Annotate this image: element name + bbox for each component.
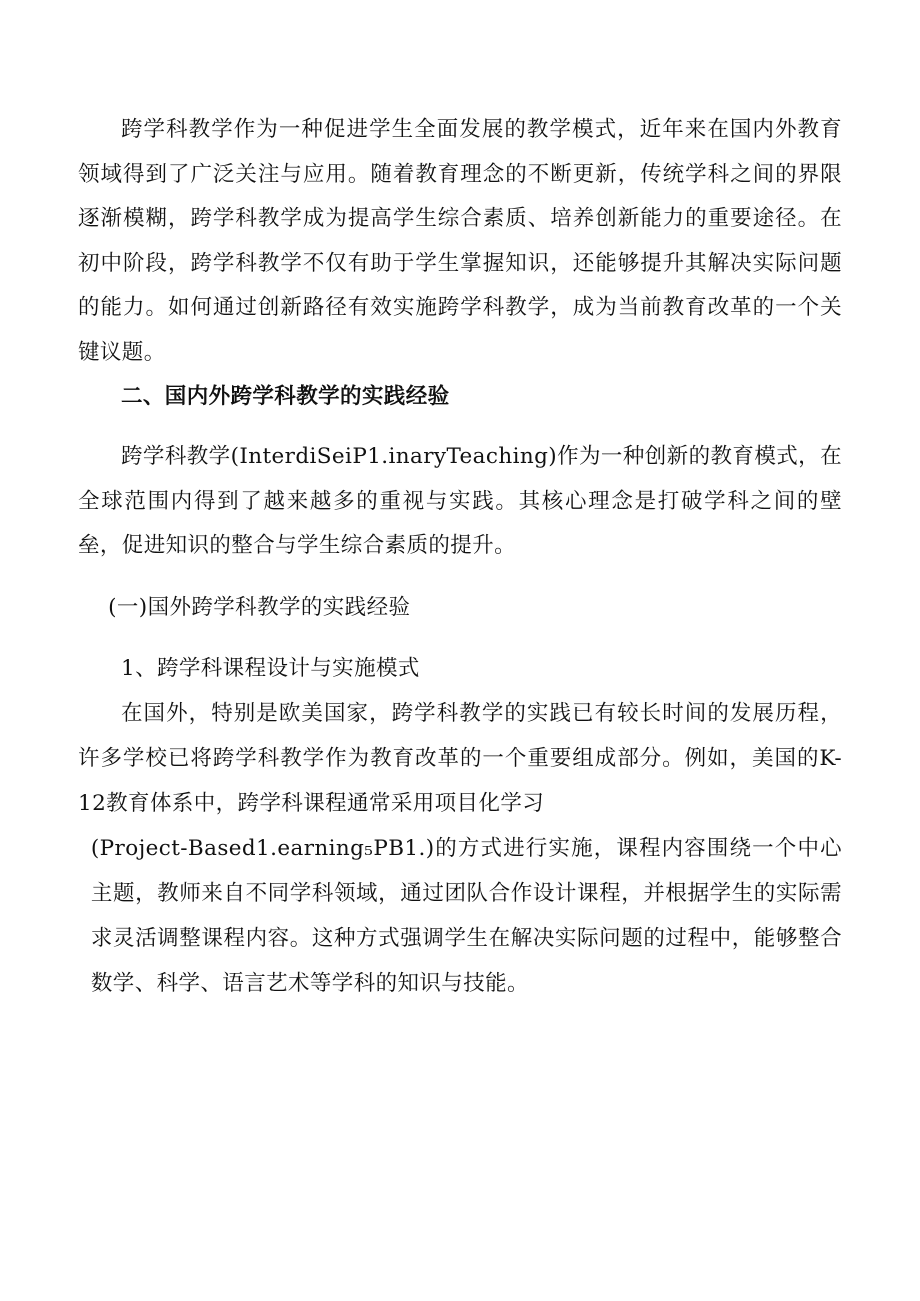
detail-paragraph-part-2: (Project-Based1.earning₅PB1.)的方式进行实施，课程内容围绕一个中心主题，教师来自不同学科领域，通过团队合作设计课程，并根据学生的实际需求灵活调整课程内容。这种方式强调学生在解决实际问题的过程中，能够整合数学、科学、语言艺术等学科的知识与技能。 <box>90 835 842 996</box>
item-heading: 1、跨学科课程设计与实施模式 <box>121 655 420 681</box>
intro-paragraph: 跨学科教学作为一种促进学生全面发展的教学模式，近年来在国内外教育领域得到了广泛关注与应用。随着教育理念的不断更新，传统学科之间的界限逐渐模糊，跨学科教学成为提高学生综合素质、培养创新能力的重要途径。在初中阶段，跨学科教学不仅有助于学生掌握知识，还能够提升其解决实际问题的能力。如何通过创新路径有效实施跨学科教学，成为当前教育改革的一个关键议题。 <box>78 117 842 365</box>
detail-paragraph <box>78 691 842 1006</box>
section-intro-paragraph: 跨学科教学(InterdiSeiP1.inaryTeaching)作为一种创新的教育模式，在全球范围内得到了越来越多的重视与实践。其核心理念是打破学科之间的壁垒，促进知识的整合与学生综合素质的提升。 <box>78 444 842 558</box>
subsection-heading: (一)国外跨学科教学的实践经验 <box>108 594 411 620</box>
section-heading: 二、国内外跨学科教学的实践经验 <box>121 384 450 409</box>
detail-paragraph-part-1: 在国外，特别是欧美国家，跨学科教学的实践已有较长时间的发展历程，许多学校已将跨学科教学作为教育改革的一个重要组成部分。例如，美国的K-12教育体系中，跨学科课程通常采用项目化学习 <box>78 700 842 816</box>
